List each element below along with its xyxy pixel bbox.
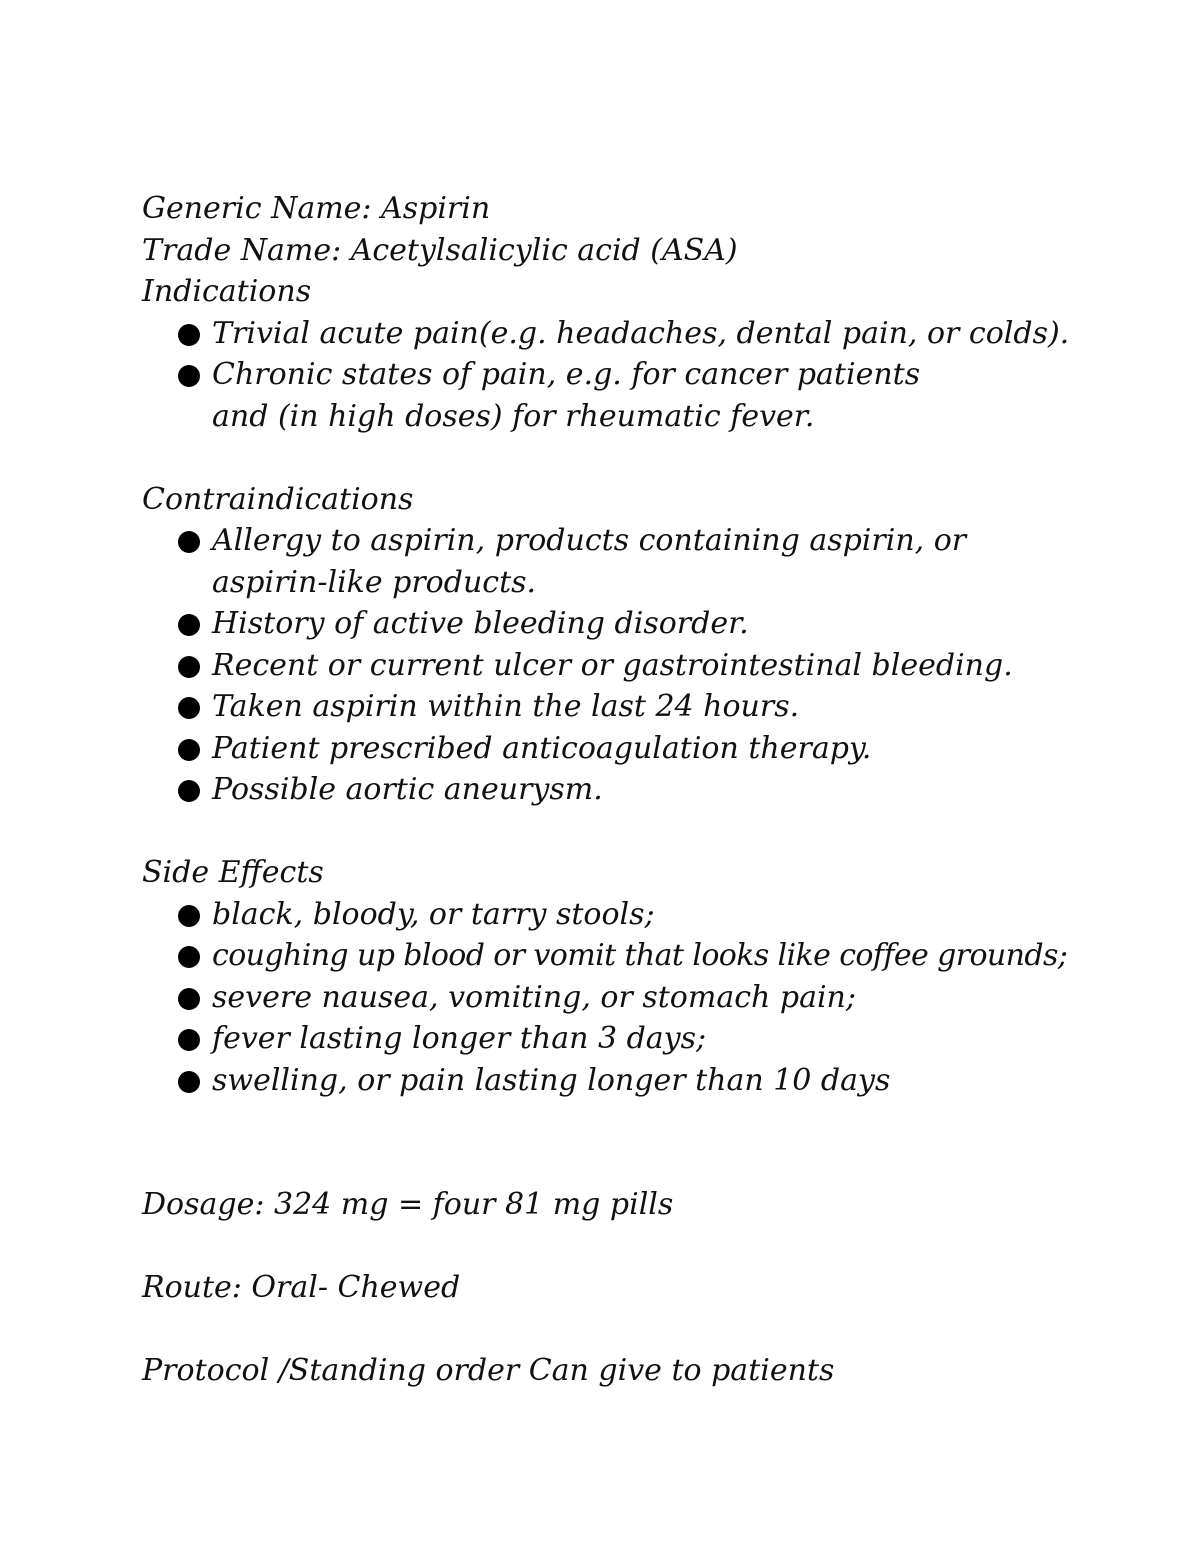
- list-item-text: Trivial acute pain(e.g. headaches, dental pain, or colds).: [212, 315, 1070, 351]
- protocol: Protocol /Standing order Can give to patients: [142, 1353, 835, 1388]
- bullet-icon: [178, 365, 200, 387]
- list-item-text: severe nausea, vomiting, or stomach pain;: [212, 979, 856, 1015]
- list-item-text: Chronic states of pain, e.g. for cancer patients and (in high doses) for rheumatic fever.: [212, 357, 921, 434]
- list-item: [142, 977, 1102, 1019]
- list-item: [142, 313, 1102, 355]
- list-item-text: Patient prescribed anticoagulation therapy.: [212, 730, 872, 766]
- spacer: [142, 1226, 1102, 1268]
- trade-name: Trade Name: Acetylsalicylic acid (ASA): [142, 232, 738, 268]
- list-item-text: Taken aspirin within the last 24 hours.: [212, 689, 800, 724]
- bullet-icon: [178, 780, 200, 802]
- contraindications-list: [142, 520, 1102, 811]
- indications-list: [142, 313, 1102, 438]
- bullet-icon: [178, 1029, 200, 1051]
- list-item: [142, 645, 1102, 687]
- list-item: [142, 1060, 1102, 1102]
- list-item-text: fever lasting longer than 3 days;: [212, 1021, 707, 1056]
- bullet-icon: [178, 531, 200, 553]
- spacer: [142, 811, 1102, 853]
- bullet-icon: [178, 739, 200, 761]
- list-item: [142, 728, 1102, 770]
- spacer: [142, 437, 1102, 479]
- list-item: [142, 894, 1102, 936]
- list-item-text: History of active bleeding disorder.: [212, 606, 749, 641]
- list-item-text: Recent or current ulcer or gastrointestinal bleeding.: [212, 647, 1013, 683]
- bullet-icon: [178, 697, 200, 719]
- list-item: [142, 769, 1102, 811]
- bullet-icon: [178, 656, 200, 678]
- bullet-icon: [178, 946, 200, 968]
- list-item: [142, 603, 1102, 645]
- dosage: Dosage: 324 mg = four 81 mg pills: [142, 1187, 674, 1222]
- generic-name: Generic Name: Aspirin: [142, 191, 491, 226]
- bullet-icon: [178, 988, 200, 1010]
- bullet-icon: [178, 324, 200, 346]
- indications-title: Indications: [142, 274, 312, 309]
- side-effects-list: [142, 894, 1102, 1102]
- side-effects-title: Side Effects: [142, 855, 324, 890]
- list-item-text: Possible aortic aneurysm.: [212, 772, 603, 807]
- bullet-icon: [178, 1071, 200, 1093]
- list-item-text: swelling, or pain lasting longer than 10 days: [212, 1062, 891, 1098]
- spacer: [142, 1101, 1102, 1184]
- list-item: [142, 935, 1102, 977]
- list-item: [142, 354, 932, 437]
- list-item: [142, 686, 1102, 728]
- document-page: [142, 188, 1102, 1392]
- list-item-text: coughing up blood or vomit that looks like coffee grounds;: [212, 938, 1068, 973]
- contraindications-title: Contraindications: [142, 481, 414, 517]
- route: Route: Oral- Chewed: [142, 1270, 461, 1305]
- list-item-text: Allergy to aspirin, products containing aspirin, or aspirin-like products.: [212, 523, 967, 600]
- spacer: [142, 1309, 1102, 1351]
- list-item-text: black, bloody, or tarry stools;: [212, 896, 655, 932]
- list-item: [142, 520, 982, 603]
- bullet-icon: [178, 905, 200, 927]
- bullet-icon: [178, 614, 200, 636]
- list-item: [142, 1018, 1102, 1060]
